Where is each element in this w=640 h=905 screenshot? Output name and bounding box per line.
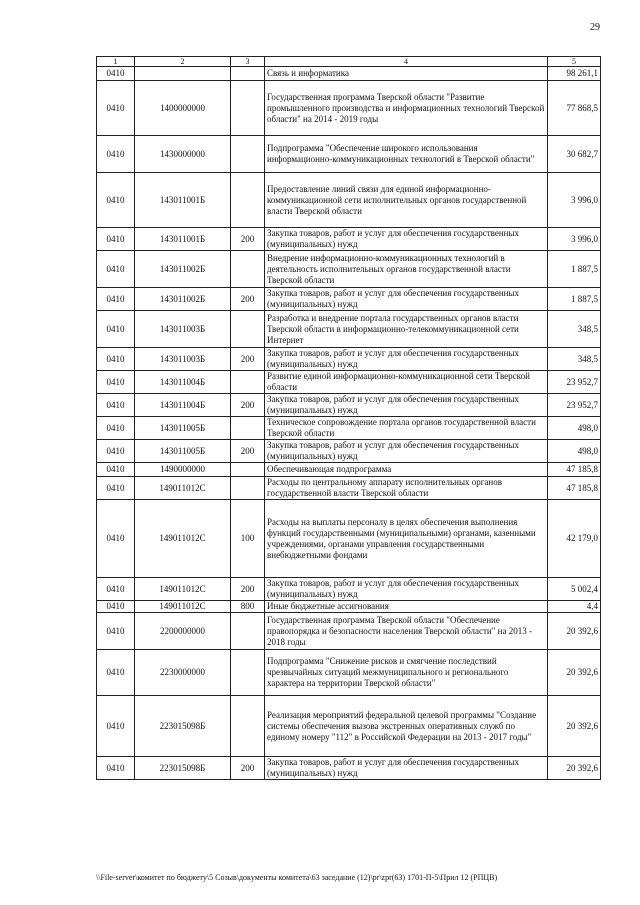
section-code-cell: 0410	[97, 173, 135, 228]
amount-cell: 498,0	[548, 417, 601, 440]
section-code-cell: 0410	[97, 228, 135, 251]
section-code-cell: 0410	[97, 500, 135, 578]
expense-type-cell: 200	[231, 228, 265, 251]
column-header: 1	[97, 57, 135, 67]
section-code-cell: 0410	[97, 578, 135, 601]
budget-table	[96, 56, 601, 780]
expense-type-cell	[231, 251, 265, 288]
amount-cell: 77 868,5	[548, 81, 601, 136]
target-article-cell: 1430000000	[135, 136, 231, 173]
section-code-cell: 0410	[97, 394, 135, 417]
description-cell: Развитие единой информационно-коммуникационной сети Тверской области	[265, 371, 548, 394]
table-row	[97, 228, 601, 251]
description-cell: Подпрограмма "Снижение рисков и смягчение последствий чрезвычайных ситуаций межмуниципального и регионального характера на территории Тверской области"	[265, 650, 548, 696]
description-cell: Разработка и внедрение портала государственных органов власти Тверской области в информационно-телекоммуникационной сети Интернет	[265, 311, 548, 348]
expense-type-cell: 200	[231, 757, 265, 780]
target-article-cell: 1400000000	[135, 81, 231, 136]
table-row	[97, 394, 601, 417]
target-article-cell: 143011002Б	[135, 288, 231, 311]
target-article-cell: 143011005Б	[135, 417, 231, 440]
expense-type-cell: 200	[231, 348, 265, 371]
target-article-cell: 143011001Б	[135, 228, 231, 251]
section-code-cell: 0410	[97, 81, 135, 136]
amount-cell: 3 996,0	[548, 228, 601, 251]
amount-cell: 498,0	[548, 440, 601, 463]
expense-type-cell: 200	[231, 288, 265, 311]
amount-cell: 42 179,0	[548, 500, 601, 578]
expense-type-cell: 200	[231, 394, 265, 417]
amount-cell: 3 996,0	[548, 173, 601, 228]
expense-type-cell	[231, 463, 265, 477]
description-cell: Закупка товаров, работ и услуг для обеспечения государственных (муниципальных) нужд	[265, 348, 548, 371]
amount-cell: 47 185,8	[548, 477, 601, 500]
table-body	[97, 67, 601, 780]
amount-cell: 30 682,7	[548, 136, 601, 173]
target-article-cell: 149011012С	[135, 578, 231, 601]
table-row	[97, 696, 601, 757]
section-code-cell: 0410	[97, 348, 135, 371]
section-code-cell: 0410	[97, 650, 135, 696]
description-cell: Закупка товаров, работ и услуг для обеспечения государственных (муниципальных) нужд	[265, 394, 548, 417]
table-row	[97, 601, 601, 613]
section-code-cell: 0410	[97, 477, 135, 500]
page-number: 29	[590, 22, 600, 33]
table-row	[97, 371, 601, 394]
column-header: 5	[548, 57, 601, 67]
expense-type-cell: 800	[231, 601, 265, 613]
expense-type-cell	[231, 613, 265, 650]
section-code-cell: 0410	[97, 136, 135, 173]
description-cell: Обеспечивающая подпрограмма	[265, 463, 548, 477]
expense-type-cell	[231, 81, 265, 136]
amount-cell: 98 261,1	[548, 67, 601, 81]
target-article-cell: 143011004Б	[135, 394, 231, 417]
table-row	[97, 348, 601, 371]
table-row	[97, 477, 601, 500]
target-article-cell: 2230000000	[135, 650, 231, 696]
description-cell: Государственная программа Тверской области "Развитие промышленного производства и информационных технологий Тверской области" на 2014 - 2019 годы	[265, 81, 548, 136]
file-path-footer: \\File-server\комитет по бюджету\5 Созыв\документы комитета\63 заседание (12)\pr\zpr(63) 1701-П-5\Прил 12 (РПЦВ)	[96, 873, 498, 882]
table-row	[97, 578, 601, 601]
target-article-cell: 143011003Б	[135, 311, 231, 348]
target-article-cell: 149011012С	[135, 477, 231, 500]
expense-type-cell	[231, 650, 265, 696]
table-row	[97, 288, 601, 311]
description-cell: Предоставление линий связи для единой информационно-коммуникационной сети исполнительных органов государственной власти Тверской области	[265, 173, 548, 228]
description-cell: Государственная программа Тверской области "Обеспечение правопорядка и безопасности населения Тверской области" на 2013 - 2018 годы	[265, 613, 548, 650]
target-article-cell: 143011005Б	[135, 440, 231, 463]
description-cell: Расходы на выплаты персоналу в целях обеспечения выполнения функций государственными (муниципальными) органами, казенными учреждениями, органами управления государственными внебюджетными фондами	[265, 500, 548, 578]
target-article-cell: 143011001Б	[135, 173, 231, 228]
section-code-cell: 0410	[97, 463, 135, 477]
table-row	[97, 81, 601, 136]
amount-cell: 5 002,4	[548, 578, 601, 601]
table-row	[97, 251, 601, 288]
expense-type-cell	[231, 311, 265, 348]
amount-cell: 348,5	[548, 348, 601, 371]
amount-cell: 23 952,7	[548, 394, 601, 417]
expense-type-cell	[231, 371, 265, 394]
section-code-cell: 0410	[97, 371, 135, 394]
description-cell: Реализация мероприятий федеральной целевой программы "Создание системы обеспечения вызова экстренных оперативных служб по единому номеру "112" в Российской Федерации на 2013 - 2017 годы"	[265, 696, 548, 757]
target-article-cell: 223015098Б	[135, 757, 231, 780]
section-code-cell: 0410	[97, 67, 135, 81]
amount-cell: 47 185,8	[548, 463, 601, 477]
expense-type-cell	[231, 67, 265, 81]
table-row	[97, 417, 601, 440]
section-code-cell: 0410	[97, 417, 135, 440]
target-article-cell: 223015098Б	[135, 696, 231, 757]
description-cell: Закупка товаров, работ и услуг для обеспечения государственных (муниципальных) нужд	[265, 288, 548, 311]
table-row	[97, 613, 601, 650]
description-cell: Техническое сопровождение портала органов государственной власти Тверской области	[265, 417, 548, 440]
expense-type-cell	[231, 136, 265, 173]
expense-type-cell	[231, 696, 265, 757]
amount-cell: 20 392,6	[548, 696, 601, 757]
target-article-cell: 2200000000	[135, 613, 231, 650]
amount-cell: 1 887,5	[548, 251, 601, 288]
column-header: 4	[265, 57, 548, 67]
target-article-cell: 1490000000	[135, 463, 231, 477]
section-code-cell: 0410	[97, 440, 135, 463]
section-code-cell: 0410	[97, 696, 135, 757]
description-cell: Связь и информатика	[265, 67, 548, 81]
amount-cell: 348,5	[548, 311, 601, 348]
table-row	[97, 67, 601, 81]
amount-cell: 23 952,7	[548, 371, 601, 394]
expense-type-cell: 200	[231, 440, 265, 463]
table-row	[97, 136, 601, 173]
column-header: 3	[231, 57, 265, 67]
section-code-cell: 0410	[97, 288, 135, 311]
expense-type-cell	[231, 173, 265, 228]
target-article-cell: 143011002Б	[135, 251, 231, 288]
table-row	[97, 311, 601, 348]
description-cell: Подпрограмма "Обеспечение широкого использования информационно-коммуникационных технологий в Тверской области"	[265, 136, 548, 173]
amount-cell: 4,4	[548, 601, 601, 613]
amount-cell: 20 392,6	[548, 613, 601, 650]
expense-type-cell: 200	[231, 578, 265, 601]
expense-type-cell: 100	[231, 500, 265, 578]
header-row	[97, 57, 601, 67]
description-cell: Иные бюджетные ассигнования	[265, 601, 548, 613]
table-row	[97, 757, 601, 780]
expense-type-cell	[231, 417, 265, 440]
description-cell: Расходы по центральному аппарату исполнительных органов государственной власти Тверской области	[265, 477, 548, 500]
section-code-cell: 0410	[97, 251, 135, 288]
description-cell: Внедрение информационно-коммуникационных технологий в деятельность исполнительных органов государственной власти Тверской области	[265, 251, 548, 288]
expense-type-cell	[231, 477, 265, 500]
table-row	[97, 500, 601, 578]
amount-cell: 20 392,6	[548, 757, 601, 780]
description-cell: Закупка товаров, работ и услуг для обеспечения государственных (муниципальных) нужд	[265, 228, 548, 251]
description-cell: Закупка товаров, работ и услуг для обеспечения государственных (муниципальных) нужд	[265, 578, 548, 601]
column-header: 2	[135, 57, 231, 67]
table-row	[97, 173, 601, 228]
amount-cell: 20 392,6	[548, 650, 601, 696]
target-article-cell: 149011012С	[135, 500, 231, 578]
description-cell: Закупка товаров, работ и услуг для обеспечения государственных (муниципальных) нужд	[265, 440, 548, 463]
amount-cell: 1 887,5	[548, 288, 601, 311]
section-code-cell: 0410	[97, 601, 135, 613]
target-article-cell: 143011004Б	[135, 371, 231, 394]
section-code-cell: 0410	[97, 613, 135, 650]
table-row	[97, 440, 601, 463]
table-row	[97, 650, 601, 696]
target-article-cell	[135, 67, 231, 81]
section-code-cell: 0410	[97, 757, 135, 780]
target-article-cell: 149011012С	[135, 601, 231, 613]
description-cell: Закупка товаров, работ и услуг для обеспечения государственных (муниципальных) нужд	[265, 757, 548, 780]
table-row	[97, 463, 601, 477]
section-code-cell: 0410	[97, 311, 135, 348]
target-article-cell: 143011003Б	[135, 348, 231, 371]
